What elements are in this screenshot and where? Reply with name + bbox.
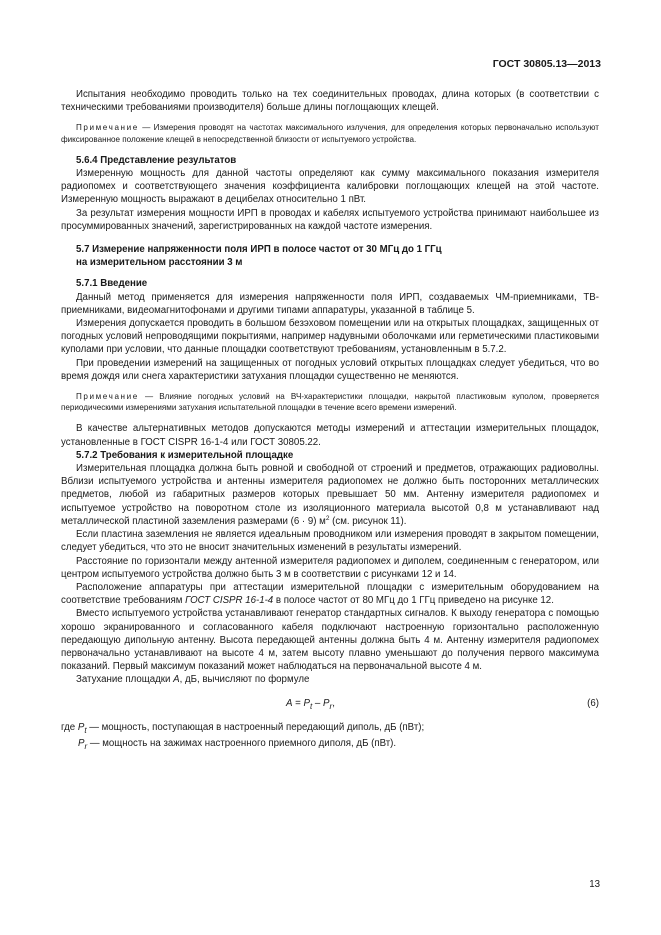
section-5-6-4-heading: 5.6.4 Представление результатов [76, 154, 237, 166]
section-5-7-1-heading: 5.7.1 Введение [76, 278, 148, 290]
note-text: — Измерения проводят на частотах максимального излучения, для определения которых первоначально используют фиксированное положение клещей в непосредственной близости от испытуемого устройства. [61, 123, 599, 144]
paragraph-attenuation: Затухание площадки A, дБ, вычисляют по формуле [76, 674, 310, 686]
formula-number: (6) [587, 697, 599, 709]
note-label: Примечание [76, 392, 139, 402]
section-5-7-2-heading: 5.7.2 Требования к измерительной площадке [76, 449, 294, 461]
paragraph-ground-plane: Если пластина заземления не является идеальным проводником или измерения проводят в закрытом помещении, следует убедиться, что это не вносит значительных изменений в результаты измерений. [61, 529, 599, 554]
formula-expression: $A = P_t - P_r$, [286, 697, 335, 711]
formula-6 [61, 697, 599, 715]
note-text: — Влияние погодных условий на ВЧ-характеристики площадки, накрытой пластиковым куполом, проверяется периодическими измерениями затухания испытательной площадки в течение всего времени измерений. [61, 392, 599, 413]
page-number: 13 [589, 879, 600, 890]
paragraph-generator: Вместо испытуемого устройства устанавливают генератор стандартных сигналов. К выходу генератора с помощью хорошо экранированного и согласованного кабеля подключают настроенную горизонтально расположенную передающую дипольную антенну. Высота передающей антенны должна быть 4 м. Антенну измерителя радиопомех первоначально устанавливают на высоте 4 м, затем высоту плавно уменьшают до получения первого максимума показаний. Первый максимум показаний может наблюдаться на первоначальной высоте 4 м. [61, 608, 599, 673]
paragraph-arrangement: Расположение аппаратуры при аттестации измерительной площадки с измерительным оборудованием на соответствие требованиям ГОСТ CISPR 16-1-4 в полосе частот от 80 МГц до 1 ГГц приведено на рисунке 12. [61, 581, 599, 607]
note-label: Примечание [76, 123, 139, 133]
note-weather-influence [61, 391, 599, 413]
where-pr: $P_r$ — мощность на зажимах настроенного приемного диполя, дБ (пВт). [78, 737, 397, 751]
paragraph-site-requirements: Измерительная площадка должна быть ровной и свободной от строений и предметов, отражающих радиоволны. Вблизи испытуемого устройства и антенны измерителя радиопомех не должно быть посторонних металлических предметов, любой из габаритных размеров которых превышает 50 мм. Антенну измерителя радиопомех и испытуемое устройство на поворотном столе из изоляционного материала высотой 0,8 м устанавливают над металлической пластиной заземления размерами (6 · 9) $м^2$ (см. рисунок 11). [61, 463, 599, 527]
paragraph-distance: Расстояние по горизонтали между антенной измерителя радиопомех и диполем, соединенным с генератором, или центром испытуемого устройства должно быть 3 м в соответствии с рисунками 12 и 14. [61, 555, 599, 580]
page-content [61, 88, 599, 753]
section-5-7-heading-line2: на измерительном расстоянии 3 м [76, 257, 243, 269]
standard-header: ГОСТ 30805.13—2013 [492, 58, 601, 70]
paragraph-alternative-methods: В качестве альтернативных методов допускаются методы измерений и аттестации измерительных площадок, установленные в ГОСТ CISPR 16-1-4 или ГОСТ 30805.22. [61, 423, 599, 448]
paragraph-anechoic-room: Измерения допускается проводить в большом безэховом помещении или на открытых площадках, защищенных от погодных условий непроводящими покрытиями, например надувными оболочками или герметическими пластиковыми куполами при условии, что данные площадки соответствуют требованиям, установленным в 5.7.2. [61, 318, 599, 356]
section-5-7-heading-line1: 5.7 Измерение напряженности поля ИРП в полосе частот от 30 МГц до 1 ГГц [76, 244, 442, 256]
paragraph-weather: При проведении измерений на защищенных от погодных условий открытых площадках следует убедиться, что во время дождя или снега характеристики затухания площадки существенно не меняются. [61, 357, 599, 382]
where-pt: где $P_t$ — мощность, поступающая в настроенный передающий диполь, дБ (пВт); [61, 721, 425, 735]
paragraph-method: Данный метод применяется для измерения напряженности поля ИРП, создаваемых ЧМ-приемниками, ТВ-приемниками, видеомагнитофонами и другими типами аппаратуры, указанной в таблице 5. [61, 291, 599, 316]
section-5-7-heading [61, 243, 599, 269]
paragraph-measured-power: Измеренную мощность для данной частоты определяют как сумму максимального показания измерителя радиопомех и соответствующего значения коэффициента калибровки поглощающих клещей на этой частоте. Измеренную мощность выражают в децибелах относительно 1 пВт. [61, 168, 599, 206]
paragraph-result: За результат измерения мощности ИРП в проводах и кабелях испытуемого устройства принимают наибольшее из просуммированных значений, зарегистрированных на каждой частоте измерения. [61, 207, 599, 232]
paragraph-connecting-wires: Испытания необходимо проводить только на тех соединительных проводах, длина которых (в соответствии с техническими требованиями производителя) больше длины поглощающих клещей. [61, 89, 599, 114]
note-emission-frequencies [61, 122, 599, 144]
